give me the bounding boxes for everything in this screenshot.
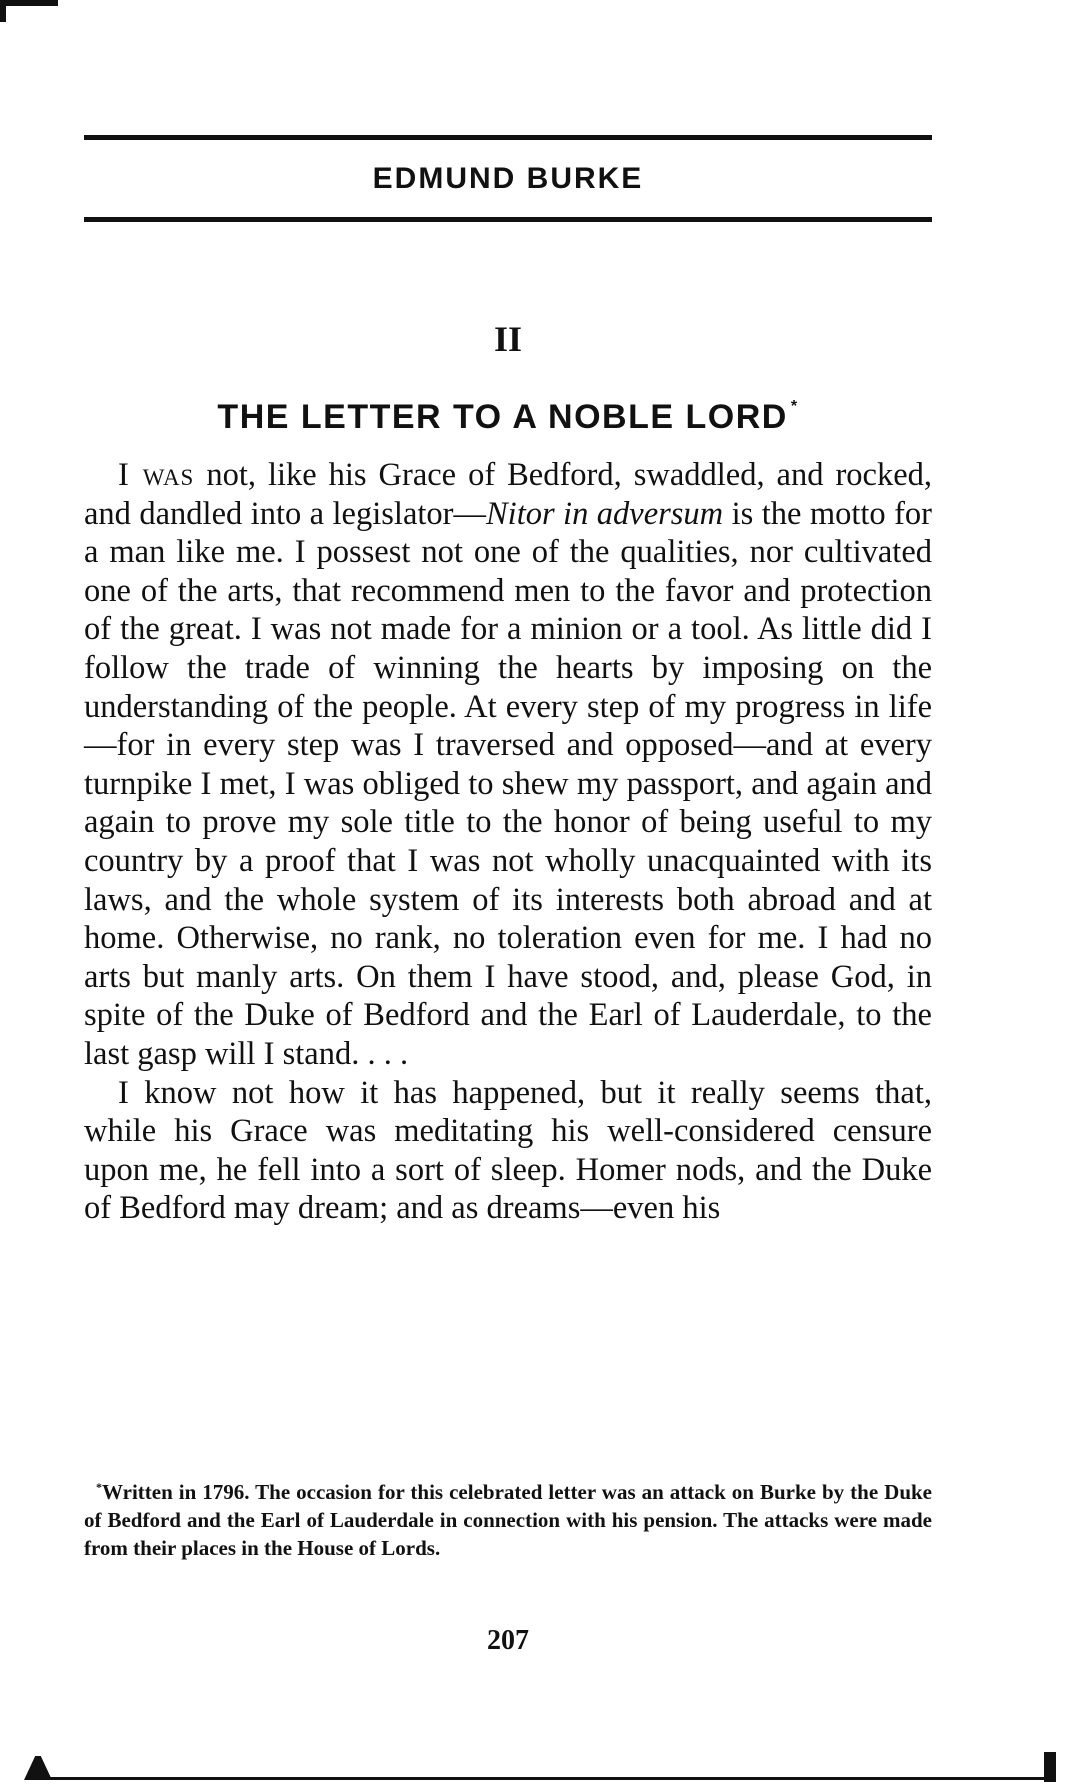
scan-corner-mark bbox=[1044, 1752, 1056, 1782]
paragraph-lead: I was bbox=[118, 457, 195, 493]
footnote-reference: * bbox=[790, 398, 799, 415]
chapter-title-text: THE LETTER TO A NOBLE LORD bbox=[217, 398, 788, 436]
scan-corner-mark bbox=[24, 1756, 52, 1780]
scan-corner-mark bbox=[0, 0, 6, 22]
scan-corner-mark bbox=[0, 0, 58, 6]
paragraph-text: not, like his Grace of Bedford, swaddled, and rocked, and dandled into a legislator— bbox=[84, 457, 932, 532]
section-numeral: II bbox=[493, 319, 523, 359]
bottom-rule bbox=[40, 1777, 1050, 1780]
footnote-text: Written in 1796. The occasion for this celebrated letter was an attack on Burke by the Duke of Bedford and the Earl of Lauderdale in connection with his pension. The attacks were made from their places in the House of Lords. bbox=[84, 1480, 932, 1560]
paragraph: I know not how it has happened, but it really seems that, while his Grace was meditating his well-considered censure upon me, he fell into a sort of sleep. Homer nods, and the Duke of Bedford may dream; and as dreams—even his bbox=[84, 1074, 932, 1227]
page-number: 207 bbox=[487, 1625, 529, 1656]
chapter-title bbox=[84, 398, 932, 437]
footnote-marker: * bbox=[96, 1480, 102, 1494]
latin-motto: Nitor in adversum bbox=[485, 495, 724, 532]
footnote-paragraph bbox=[84, 1473, 932, 1562]
paragraph bbox=[84, 456, 932, 1074]
footnote bbox=[84, 1473, 932, 1562]
header-rule-top bbox=[84, 135, 932, 140]
running-head: EDMUND BURKE bbox=[372, 162, 644, 195]
paragraph-text: is the motto for a man like me. I possest not one of the qualities, nor cultivated one of the arts, that recommend men to the favor and protection of the great. I was not made for a minion or a tool. As little did I follow the trade of winning the hearts by imposing on the understanding of the people. At every step of my progress in life—for in every step was I traversed and opposed—and at every turnpike I met, I was obliged to shew my passport, and again and again to prove my sole title to the honor of being useful to my country by a proof that I was not wholly unacquainted with its laws, and the whole system of its interests both abroad and at home. Otherwise, no rank, no toleration even for me. I had no arts but manly arts. On them I have stood, and, please God, in spite of the Duke of Bedford and the Earl of Lauderdale, to the last gasp will I stand. . . . bbox=[84, 495, 933, 1072]
header-rule-bottom bbox=[84, 217, 932, 222]
body-text bbox=[84, 456, 932, 1228]
